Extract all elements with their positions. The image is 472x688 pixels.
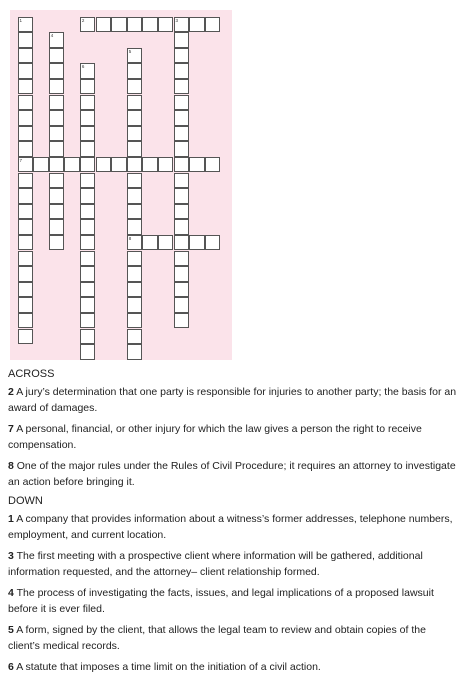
- grid-cell[interactable]: [80, 297, 96, 313]
- grid-cell[interactable]: [49, 95, 65, 111]
- grid-cell[interactable]: [80, 79, 96, 95]
- grid-cell[interactable]: [174, 313, 190, 329]
- clue-text: The first meeting with a prospective client where information will be gathered, additional information requested, and the attorney– client relationship formed.: [8, 550, 423, 578]
- grid-cell[interactable]: [49, 141, 65, 157]
- crossword-grid: [10, 10, 232, 360]
- grid-cell[interactable]: [174, 251, 190, 267]
- grid-cell[interactable]: [127, 157, 143, 173]
- grid-cell[interactable]: [49, 219, 65, 235]
- grid-cell[interactable]: [49, 63, 65, 79]
- grid-cell[interactable]: [18, 297, 34, 313]
- grid-cell[interactable]: [174, 17, 190, 33]
- grid-cell[interactable]: [127, 344, 143, 360]
- grid-cell[interactable]: [174, 110, 190, 126]
- grid-cell[interactable]: [127, 110, 143, 126]
- grid-cell[interactable]: [127, 188, 143, 204]
- grid-cell[interactable]: [49, 48, 65, 64]
- grid-cell[interactable]: [18, 32, 34, 48]
- grid-cell[interactable]: [127, 63, 143, 79]
- cell-number: 3: [175, 17, 179, 23]
- grid-cell[interactable]: [174, 79, 190, 95]
- clue-down-4: [8, 585, 460, 617]
- grid-cell[interactable]: [18, 141, 34, 157]
- grid-cell[interactable]: [80, 282, 96, 298]
- grid-cell[interactable]: [80, 126, 96, 142]
- grid-cell[interactable]: [174, 157, 190, 173]
- grid-cell[interactable]: [174, 63, 190, 79]
- cell-number: 2: [81, 17, 85, 23]
- grid-cell[interactable]: [205, 235, 221, 251]
- clue-list: [8, 366, 460, 680]
- grid-cell[interactable]: [49, 157, 65, 173]
- grid-cell[interactable]: [64, 157, 80, 173]
- grid-cell[interactable]: [127, 126, 143, 142]
- grid-cell[interactable]: [158, 157, 174, 173]
- grid-cell[interactable]: [80, 188, 96, 204]
- grid-cell[interactable]: [127, 251, 143, 267]
- grid-cell[interactable]: [127, 313, 143, 329]
- across-heading: ACROSS: [8, 368, 55, 380]
- grid-cell[interactable]: [49, 110, 65, 126]
- grid-cell[interactable]: [127, 48, 143, 64]
- grid-cell[interactable]: [18, 329, 34, 345]
- grid-cell[interactable]: [18, 204, 34, 220]
- grid-cell[interactable]: [142, 17, 158, 33]
- grid-cell[interactable]: [80, 110, 96, 126]
- grid-cell[interactable]: [49, 204, 65, 220]
- grid-cell[interactable]: [18, 282, 34, 298]
- clue-text: A company that provides information about a witness’s former addresses, telephone numbers, employment, and current location.: [8, 513, 453, 541]
- grid-cell[interactable]: [174, 141, 190, 157]
- grid-cell[interactable]: [49, 79, 65, 95]
- grid-cell[interactable]: [18, 95, 34, 111]
- grid-cell[interactable]: [18, 48, 34, 64]
- grid-cell[interactable]: [189, 157, 205, 173]
- clue-down-5: [8, 622, 460, 654]
- grid-cell[interactable]: [96, 17, 112, 33]
- grid-cell[interactable]: [174, 173, 190, 189]
- grid-cell[interactable]: [174, 95, 190, 111]
- clue-text: A jury’s determination that one party is responsible for injuries to another party; the basis for an award of damages.: [8, 386, 457, 414]
- grid-cell[interactable]: [80, 95, 96, 111]
- grid-cell[interactable]: [205, 17, 221, 33]
- grid-cell[interactable]: [18, 110, 34, 126]
- grid-cell[interactable]: [80, 235, 96, 251]
- clue-number: 5: [8, 624, 14, 636]
- clue-number: 3: [8, 550, 14, 562]
- down-clues: [8, 511, 460, 675]
- grid-cell[interactable]: [174, 219, 190, 235]
- grid-cell[interactable]: [142, 235, 158, 251]
- grid-cell[interactable]: [127, 141, 143, 157]
- grid-cell[interactable]: [18, 63, 34, 79]
- grid-cell[interactable]: [127, 204, 143, 220]
- grid-cell[interactable]: [80, 329, 96, 345]
- grid-cell[interactable]: [18, 157, 34, 173]
- cell-number: 8: [128, 235, 132, 241]
- grid-cell[interactable]: [80, 157, 96, 173]
- grid-cell[interactable]: [127, 17, 143, 33]
- grid-cell[interactable]: [80, 219, 96, 235]
- grid-cell[interactable]: [189, 235, 205, 251]
- grid-cell[interactable]: [127, 173, 143, 189]
- cell-number: 6: [81, 64, 85, 70]
- grid-cell[interactable]: [111, 17, 127, 33]
- grid-cell[interactable]: [174, 235, 190, 251]
- grid-cell[interactable]: [127, 79, 143, 95]
- grid-cell[interactable]: [127, 266, 143, 282]
- grid-cell[interactable]: [174, 126, 190, 142]
- grid-cell[interactable]: [205, 157, 221, 173]
- grid-cell[interactable]: [18, 17, 34, 33]
- cell-number: 1: [19, 17, 23, 23]
- clue-text: The process of investigating the facts, issues, and legal implications of a proposed lawsuit before it is ever filed.: [8, 587, 434, 615]
- clue-number: 6: [8, 661, 14, 673]
- clue-number: 8: [8, 460, 14, 472]
- grid-cell[interactable]: [80, 204, 96, 220]
- grid-cell[interactable]: [80, 251, 96, 267]
- grid-cell[interactable]: [80, 141, 96, 157]
- grid-cell[interactable]: [158, 235, 174, 251]
- grid-cell[interactable]: [127, 329, 143, 345]
- clue-across-7: [8, 421, 460, 453]
- clue-number: 1: [8, 513, 14, 525]
- grid-cell[interactable]: [111, 157, 127, 173]
- grid-cell[interactable]: [80, 344, 96, 360]
- grid-cell[interactable]: [18, 313, 34, 329]
- clue-across-8: [8, 458, 460, 490]
- grid-cell[interactable]: [174, 266, 190, 282]
- grid-cell[interactable]: [189, 17, 205, 33]
- grid-cell[interactable]: [18, 188, 34, 204]
- down-heading: DOWN: [8, 495, 43, 507]
- clue-down-3: [8, 548, 460, 580]
- grid-cell[interactable]: [18, 173, 34, 189]
- clue-text: A form, signed by the client, that allows the legal team to review and obtain copies of the client’s medical records.: [8, 624, 426, 652]
- grid-cell[interactable]: [80, 313, 96, 329]
- grid-cell[interactable]: [127, 282, 143, 298]
- grid-cell[interactable]: [18, 251, 34, 267]
- grid-cell[interactable]: [174, 48, 190, 64]
- grid-cell[interactable]: [49, 32, 65, 48]
- grid-cell[interactable]: [18, 79, 34, 95]
- grid-cell[interactable]: [174, 297, 190, 313]
- grid-cell[interactable]: [142, 157, 158, 173]
- clue-text: One of the major rules under the Rules of Civil Procedure; it requires an attorney to investigate an action before bringing it.: [8, 460, 456, 488]
- cell-number: 7: [19, 157, 23, 163]
- grid-cell[interactable]: [127, 95, 143, 111]
- grid-cell[interactable]: [80, 17, 96, 33]
- grid-cell[interactable]: [33, 157, 49, 173]
- grid-cell[interactable]: [174, 204, 190, 220]
- clue-number: 4: [8, 587, 14, 599]
- grid-cell[interactable]: [18, 126, 34, 142]
- grid-cell[interactable]: [80, 63, 96, 79]
- clue-number: 7: [8, 423, 14, 435]
- grid-cell[interactable]: [127, 235, 143, 251]
- clue-number: 2: [8, 386, 14, 398]
- grid-cell[interactable]: [18, 266, 34, 282]
- grid-cell[interactable]: [158, 17, 174, 33]
- grid-cell[interactable]: [80, 173, 96, 189]
- clue-down-1: [8, 511, 460, 543]
- cell-number: 5: [128, 48, 132, 54]
- grid-cell[interactable]: [49, 235, 65, 251]
- clue-across-2: [8, 384, 460, 416]
- cell-number: 4: [50, 33, 54, 39]
- grid-cell[interactable]: [18, 219, 34, 235]
- grid-cell[interactable]: [174, 32, 190, 48]
- clue-text: A statute that imposes a time limit on the initiation of a civil action.: [16, 661, 321, 673]
- grid-cell[interactable]: [80, 266, 96, 282]
- grid-cell[interactable]: [127, 219, 143, 235]
- across-clues: [8, 384, 460, 490]
- grid-cell[interactable]: [174, 282, 190, 298]
- grid-cell[interactable]: [49, 188, 65, 204]
- grid-cell[interactable]: [18, 235, 34, 251]
- clue-down-6: [8, 659, 460, 675]
- grid-cell[interactable]: [49, 173, 65, 189]
- grid-cell[interactable]: [96, 157, 112, 173]
- grid-cell[interactable]: [49, 126, 65, 142]
- clue-text: A personal, financial, or other injury for which the law gives a person the right to receive compensation.: [8, 423, 422, 451]
- grid-cell[interactable]: [174, 188, 190, 204]
- grid-cell[interactable]: [127, 297, 143, 313]
